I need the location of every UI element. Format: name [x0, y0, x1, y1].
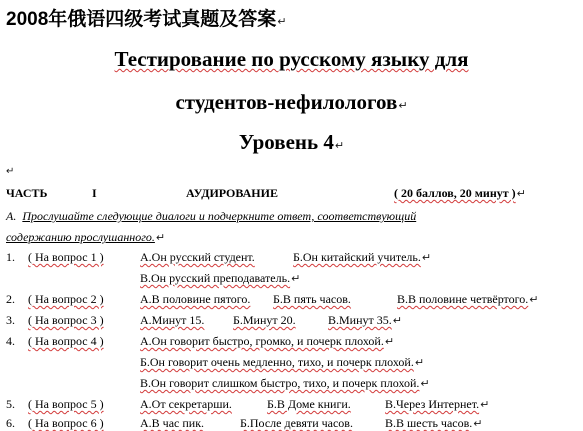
question-1-option-a: А.Он русский студент. — [140, 250, 255, 264]
question-5-option-a: А.От секретарши. — [140, 397, 232, 411]
question-4-option-a: А.Он говорит быстро, громко, и почерк плохой.↵ — [140, 334, 395, 348]
question-2-number: 2. — [6, 292, 15, 306]
question-1-ask: ( На вопрос 1 ) — [28, 250, 104, 264]
part-label: ЧАСТЬ — [6, 186, 48, 200]
question-2-ask: ( На вопрос 2 ) — [28, 292, 104, 306]
question-4-option-c: В.Он говорит слишком быстро, тихо, и почерк плохой.↵ — [140, 376, 430, 390]
question-3-number: 3. — [6, 313, 15, 327]
question-4-option-b: Б.Он говорит очень медленно, тихо, и почерк плохой.↵ — [140, 355, 425, 369]
question-2-option-b: Б.В пять часов. — [273, 292, 351, 306]
part-number: I — [92, 186, 97, 200]
question-6-option-b: Б.После девяти часов. — [240, 416, 353, 430]
document-heading: 2008年俄语四级考试真题及答案↵ — [6, 9, 287, 30]
question-2-option-c: В.В половине четвёртого.↵ — [397, 292, 539, 306]
title-line-2: студентов-нефилологов↵ — [175, 90, 408, 114]
question-5-ask: ( На вопрос 5 ) — [28, 397, 104, 411]
title-line-3: Уровень 4↵ — [238, 130, 345, 154]
question-1-number: 1. — [6, 250, 15, 264]
question-5-number: 5. — [6, 397, 15, 411]
question-6-number: 6. — [6, 416, 15, 430]
question-3-option-c: В.Минут 35.↵ — [328, 313, 402, 327]
question-4-ask: ( На вопрос 4 ) — [28, 334, 104, 348]
question-5-option-b: Б.В Доме книги. — [267, 397, 351, 411]
instruction-line-2: содержанию прослушанного.↵ — [6, 230, 166, 244]
question-1-option-b: Б.Он китайский учитель.↵ — [293, 250, 432, 264]
instruction-line-1: А. Прослушайте следующие диалоги и подчеркните ответ, соответствующий — [6, 209, 417, 223]
question-6-option-a: А.В час пик. — [140, 416, 205, 430]
part-name: АУДИРОВАНИЕ — [186, 186, 278, 200]
question-5-option-c: В.Через Интернет.↵ — [385, 397, 490, 411]
question-3-ask: ( На вопрос 3 ) — [28, 313, 104, 327]
question-4-number: 4. — [6, 334, 15, 348]
question-2-option-a: А.В половине пятого. — [140, 292, 251, 306]
part-points: ( 20 баллов, 20 минут )↵ — [394, 186, 526, 200]
question-3-option-b: Б.Минут 20. — [233, 313, 296, 327]
question-6-ask: ( На вопрос 6 ) — [28, 416, 104, 430]
question-1-option-c: В.Он русский преподаватель.↵ — [140, 271, 301, 285]
empty-paragraph-mark: ↵ — [6, 166, 15, 177]
title-line-1: Тестирование по русскому языку для — [114, 47, 469, 71]
question-3-option-a: А.Минут 15. — [140, 313, 205, 327]
question-6-option-c: В.В шесть часов.↵ — [385, 416, 483, 430]
